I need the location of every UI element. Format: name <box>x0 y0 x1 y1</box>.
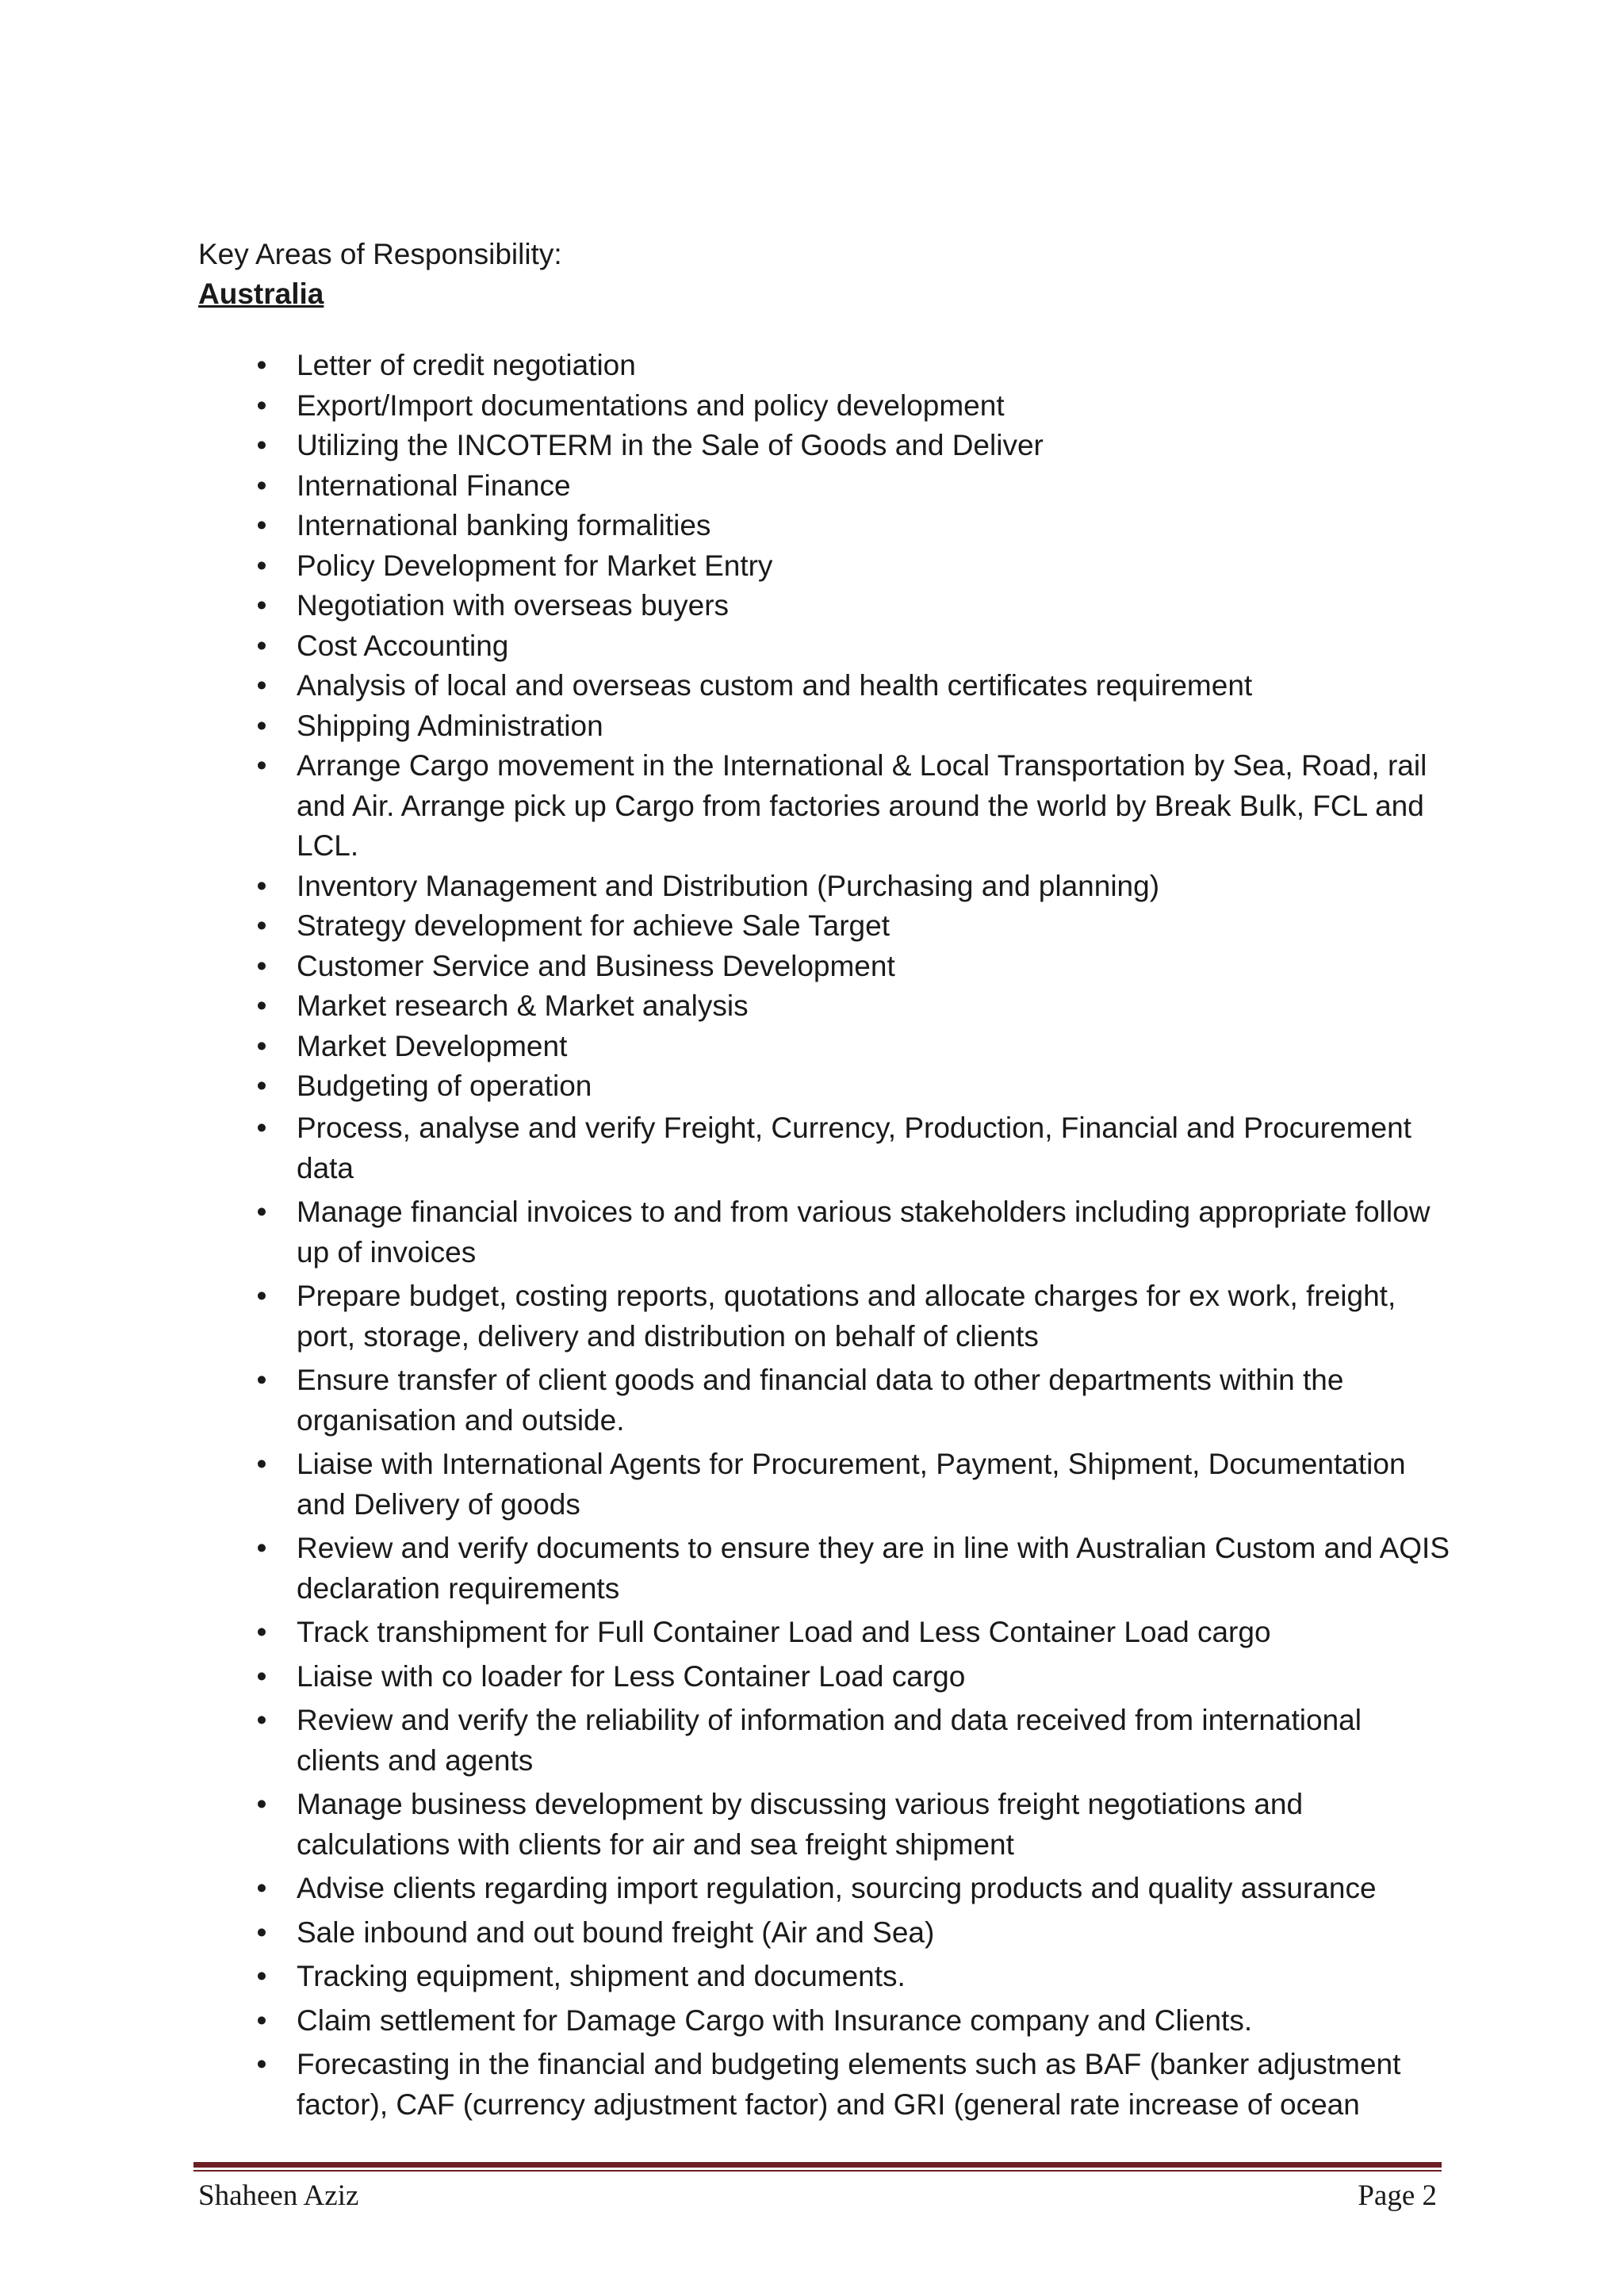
list-item-text: Tracking equipment, shipment and documents. <box>297 1960 906 1992</box>
list-item-text: Strategy development for achieve Sale Target <box>297 909 890 942</box>
list-item <box>198 1443 1451 1527</box>
footer-divider-thin <box>193 2170 1442 2172</box>
list-item <box>198 1999 1451 2043</box>
list-item <box>198 1275 1451 1359</box>
list-item <box>198 867 1451 907</box>
list-item-text: Export/Import documentations and policy development <box>297 388 1005 422</box>
bullet-icon: • <box>256 469 267 502</box>
list-item <box>198 1699 1451 1783</box>
bullet-icon: • <box>256 429 267 461</box>
list-item <box>198 346 1451 386</box>
list-item-text: Forecasting in the financial and budgeting elements such as BAF (banker adjustment factor), CAF (currency adjustment factor) and GRI (general rate increase of ocean <box>297 2048 1401 2121</box>
section-heading: Key Areas of Responsibility: <box>198 238 562 270</box>
bullet-icon: • <box>256 1029 267 1062</box>
bullet-icon: • <box>256 1659 267 1693</box>
bullet-icon: • <box>256 1112 267 1144</box>
list-item-text: Arrange Cargo movement in the International & Local Transportation by Sea, Road, rail and Air. Arrange pick up Cargo from factories around the world by Break Bulk, FCL and LCL. <box>297 749 1427 862</box>
list-item <box>198 586 1451 626</box>
list-item-text: Review and verify documents to ensure they are in line with Australian Custom and AQIS declaration requirements <box>297 1532 1450 1605</box>
list-item-text: Inventory Management and Distribution (Purchasing and planning) <box>297 869 1160 902</box>
list-item <box>198 1955 1451 1999</box>
list-item-text: Process, analyse and verify Freight, Currency, Production, Financial and Procurement data <box>297 1112 1411 1184</box>
list-item <box>198 2043 1451 2127</box>
bullet-icon: • <box>256 1280 267 1312</box>
list-item <box>198 1066 1451 1107</box>
footer-divider-thick <box>193 2162 1442 2168</box>
footer-page-number: Page 2 <box>1358 2179 1437 2212</box>
bullet-icon: • <box>256 1448 267 1480</box>
list-item <box>198 1191 1451 1275</box>
list-item <box>198 666 1451 706</box>
bullet-icon: • <box>256 1532 267 1564</box>
list-item-text: International Finance <box>297 469 571 502</box>
list-item-text: Negotiation with overseas buyers <box>297 589 730 622</box>
list-item-text: Cost Accounting <box>297 629 509 662</box>
bullet-icon: • <box>256 669 267 702</box>
list-item <box>198 906 1451 947</box>
list-item-text: Track transhipment for Full Container Load and Less Container Load cargo <box>297 1616 1271 1648</box>
list-item-text: Utilizing the INCOTERM in the Sale of Goods and Deliver <box>297 429 1044 461</box>
list-item <box>198 1611 1451 1655</box>
list-item-text: Ensure transfer of client goods and financial data to other departments within the organisation and outside. <box>297 1364 1344 1437</box>
bullet-icon: • <box>256 1872 267 1904</box>
list-item-text: Manage business development by discussing various freight negotiations and calculations with clients for air and sea freight shipment <box>297 1788 1304 1861</box>
list-item <box>198 1527 1451 1611</box>
list-item <box>198 1867 1451 1911</box>
list-item-text: Customer Service and Business Development <box>297 949 895 982</box>
bullet-icon: • <box>256 1788 267 1820</box>
document-body <box>198 235 1451 2127</box>
bullet-icon: • <box>256 388 267 422</box>
list-item-text: Prepare budget, costing reports, quotations and allocate charges for ex work, freight, port, storage, delivery and distribution on behalf of clients <box>297 1280 1396 1353</box>
bullet-icon: • <box>256 349 267 381</box>
list-item-text: Analysis of local and overseas custom and health certificates requirement <box>297 669 1253 702</box>
bullet-icon: • <box>256 2003 267 2037</box>
list-item-text: Shipping Administration <box>297 709 603 742</box>
bullet-icon: • <box>256 509 267 541</box>
list-item <box>198 466 1451 507</box>
bullet-icon: • <box>256 1070 267 1102</box>
list-item <box>198 1911 1451 1955</box>
list-item <box>198 1359 1451 1443</box>
footer-author: Shaheen Aziz <box>198 2179 359 2212</box>
list-item-text: Budgeting of operation <box>297 1070 592 1102</box>
list-item-text: Policy Development for Market Entry <box>297 549 773 582</box>
list-item-text: International banking formalities <box>297 509 711 541</box>
list-item <box>198 546 1451 587</box>
bullet-icon: • <box>256 1616 267 1648</box>
list-item <box>198 426 1451 466</box>
bullet-icon: • <box>256 1960 267 1992</box>
list-item-text: Claim settlement for Damage Cargo with Insurance company and Clients. <box>297 2003 1253 2037</box>
bullet-icon: • <box>256 709 267 742</box>
list-item-text: Liaise with International Agents for Procurement, Payment, Shipment, Documentation and Delivery of goods <box>297 1448 1406 1521</box>
list-item-text: Manage financial invoices to and from various stakeholders including appropriate follow up of invoices <box>297 1196 1431 1269</box>
list-item <box>198 1783 1451 1867</box>
list-item <box>198 947 1451 987</box>
list-item <box>198 386 1451 427</box>
list-item <box>198 1655 1451 1699</box>
bullet-icon: • <box>256 1915 267 1949</box>
list-item-text: Market research & Market analysis <box>297 989 749 1022</box>
list-item <box>198 706 1451 747</box>
bullet-icon: • <box>256 1364 267 1396</box>
list-item-text: Sale inbound and out bound freight (Air and Sea) <box>297 1915 935 1949</box>
bullet-icon: • <box>256 1704 267 1736</box>
list-item <box>198 506 1451 546</box>
section-title-australia: Australia <box>198 277 324 310</box>
bullet-icon: • <box>256 2048 267 2080</box>
list-item-text: Advise clients regarding import regulation, sourcing products and quality assurance <box>297 1872 1377 1904</box>
responsibility-list <box>198 346 1451 2127</box>
list-item <box>198 1027 1451 1067</box>
bullet-icon: • <box>256 869 267 902</box>
bullet-icon: • <box>256 589 267 622</box>
bullet-icon: • <box>256 949 267 982</box>
list-item <box>198 746 1451 867</box>
list-item-text: Liaise with co loader for Less Container Load cargo <box>297 1659 966 1693</box>
list-item <box>198 986 1451 1027</box>
bullet-icon: • <box>256 1196 267 1228</box>
bullet-icon: • <box>256 909 267 942</box>
list-item <box>198 626 1451 667</box>
bullet-icon: • <box>256 549 267 582</box>
bullet-icon: • <box>256 749 267 782</box>
list-item <box>198 1107 1451 1191</box>
list-item-text: Review and verify the reliability of information and data received from international clients and agents <box>297 1704 1362 1777</box>
bullet-icon: • <box>256 629 267 662</box>
bullet-icon: • <box>256 989 267 1022</box>
list-item-text: Market Development <box>297 1029 568 1062</box>
list-item-text: Letter of credit negotiation <box>297 349 636 381</box>
